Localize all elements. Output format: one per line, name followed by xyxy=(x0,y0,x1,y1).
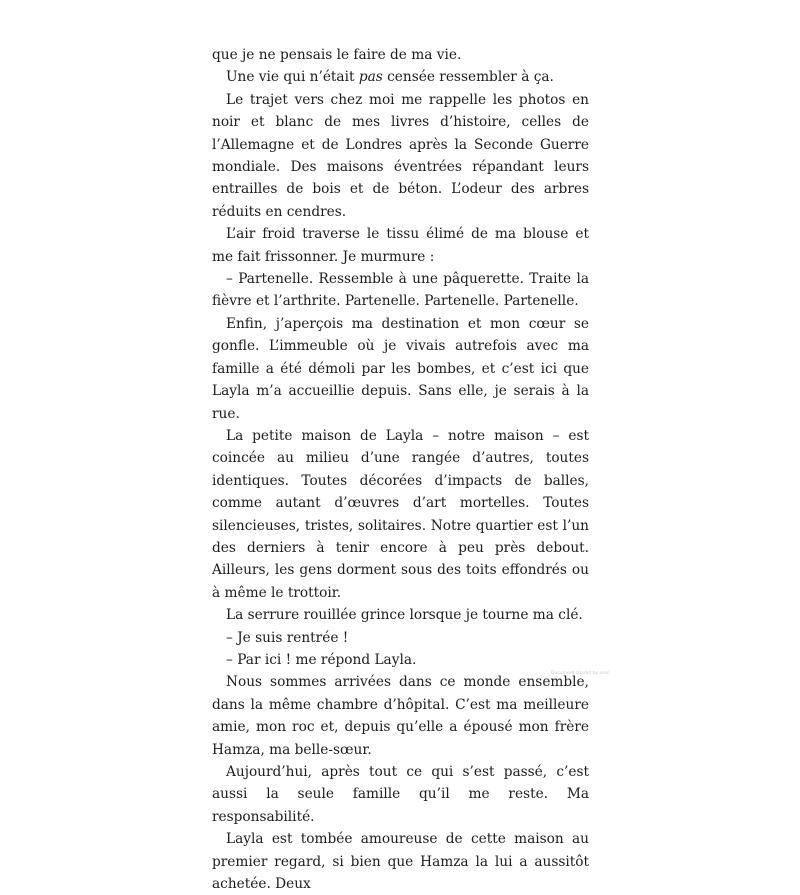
paragraph: Layla est tombée amoureuse de cette maison au premier regard, si bien que Hamza la lui a aussitôt achetée. Deux xyxy=(212,831,589,893)
paragraph: – Par ici ! me répond Layla. xyxy=(226,651,417,668)
body-text xyxy=(212,44,589,895)
paragraph: – Partenelle. Ressemble à une pâquerette. Traite la fièvre et l’arthrite. Partenelle. Partenelle. Partenelle. xyxy=(212,271,589,310)
paragraph: La petite maison de Layla – notre maison – est coincée au milieu d’une rangée d’autres, toutes identiques. Toutes décorées d’impacts de balles, comme autant d’œuvres d’art mortelles. Toutes silencieuses, tristes, solitaires. Notre quartier est l’un des derniers à tenir encore à peu près debout. Ailleurs, les gens dorment sous des toits effondrés ou à même le trottoir. xyxy=(212,427,589,601)
paragraph: que je ne pensais le faire de ma vie. xyxy=(212,47,462,63)
paragraph: L’air froid traverse le tissu élimé de ma blouse et me fait frissonner. Je murmure : xyxy=(212,226,589,265)
paragraph: Nous sommes arrivées dans ce monde ensemble, dans la même chambre d’hôpital. C’est ma meilleure amie, mon roc et, depuis qu’elle a épousé mon frère Hamza, ma belle-sœur. xyxy=(212,674,589,758)
emphasis: pas xyxy=(358,69,383,86)
paragraph: Le trajet vers chez moi me rappelle les photos en noir et blanc de mes livres d’histoire, celles de l’Allemagne et de Londres après la Seconde Guerre mondiale. Des maisons éventrées répandant leurs entrailles de bois et de béton. L’odeur des arbres réduits en cendres. xyxy=(212,91,589,220)
watermark: Document shared by user xyxy=(551,671,610,676)
paragraph: La serrure rouillée grince lorsque je tourne ma clé. xyxy=(226,607,583,624)
paragraph: – Je suis rentrée ! xyxy=(226,629,349,646)
paragraph: Une vie qui n’était pas censée ressembler à ça. xyxy=(226,69,554,86)
paragraph: Enfin, j’aperçois ma destination et mon cœur se gonfle. L’immeuble où je vivais autrefois avec ma famille a été démoli par les bombes, et c’est ici que Layla m’a accueillie depuis. Sans elle, je serais à la rue. xyxy=(212,315,589,422)
paragraph: Aujourd’hui, après tout ce qui s’est passé, c’est aussi la seule famille qu’il me reste. Ma responsabilité. xyxy=(212,764,589,825)
